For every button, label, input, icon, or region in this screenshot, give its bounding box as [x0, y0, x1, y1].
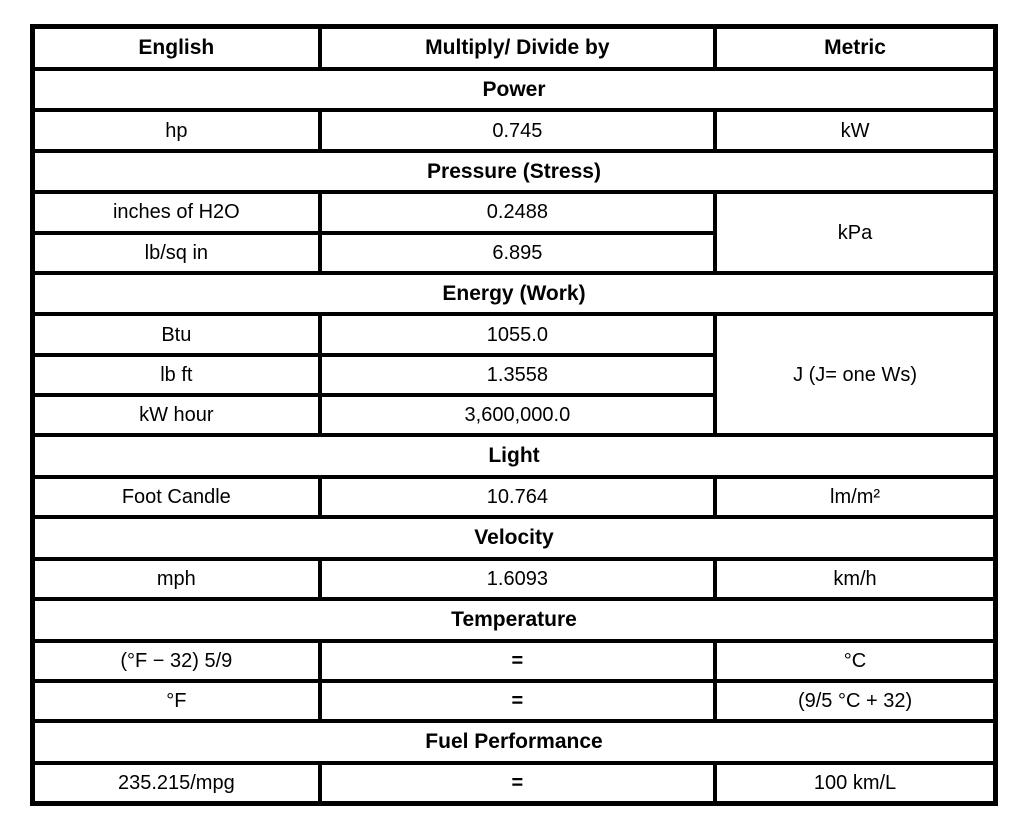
cell-english: lb ft — [33, 355, 320, 395]
table-row — [33, 477, 995, 517]
cell-metric-merged: J (J= one Ws) — [715, 314, 995, 435]
section-title-velocity: Velocity — [33, 517, 995, 559]
cell-english: (°F − 32) 5/9 — [33, 641, 320, 681]
cell-english: inches of H2O — [33, 192, 320, 232]
cell-factor: 0.745 — [320, 110, 715, 150]
column-header-factor: Multiply/ Divide by — [320, 27, 715, 69]
section-header-row — [33, 721, 995, 763]
section-title-power: Power — [33, 69, 995, 111]
cell-english: mph — [33, 559, 320, 599]
table-row — [33, 641, 995, 681]
cell-english: °F — [33, 681, 320, 721]
section-header-row — [33, 599, 995, 641]
cell-english: Foot Candle — [33, 477, 320, 517]
cell-english: kW hour — [33, 395, 320, 435]
cell-metric: °C — [715, 641, 995, 681]
table-row — [33, 681, 995, 721]
cell-metric: (9/5 °C + 32) — [715, 681, 995, 721]
section-title-energy: Energy (Work) — [33, 273, 995, 315]
section-header-row — [33, 69, 995, 111]
cell-metric: km/h — [715, 559, 995, 599]
cell-english: hp — [33, 110, 320, 150]
cell-factor: 10.764 — [320, 477, 715, 517]
column-header-english: English — [33, 27, 320, 69]
table-row — [33, 192, 995, 232]
section-title-pressure: Pressure (Stress) — [33, 151, 995, 193]
conversion-table — [30, 24, 998, 806]
column-header-metric: Metric — [715, 27, 995, 69]
table-row — [33, 763, 995, 803]
cell-factor: 0.2488 — [320, 192, 715, 232]
table-row — [33, 314, 995, 354]
cell-factor: = — [320, 763, 715, 803]
cell-english: 235.215/mpg — [33, 763, 320, 803]
table-header-row — [33, 27, 995, 69]
cell-metric: 100 km/L — [715, 763, 995, 803]
cell-english: Btu — [33, 314, 320, 354]
cell-metric: lm/m² — [715, 477, 995, 517]
cell-factor: 1.3558 — [320, 355, 715, 395]
section-header-row — [33, 435, 995, 477]
section-header-row — [33, 151, 995, 193]
cell-factor: = — [320, 641, 715, 681]
cell-factor: 3,600,000.0 — [320, 395, 715, 435]
section-title-light: Light — [33, 435, 995, 477]
section-header-row — [33, 273, 995, 315]
section-title-temperature: Temperature — [33, 599, 995, 641]
table-row — [33, 559, 995, 599]
cell-factor: 1.6093 — [320, 559, 715, 599]
section-header-row — [33, 517, 995, 559]
cell-factor: 6.895 — [320, 233, 715, 273]
cell-factor: 1055.0 — [320, 314, 715, 354]
cell-english: lb/sq in — [33, 233, 320, 273]
cell-metric-merged: kPa — [715, 192, 995, 272]
cell-metric: kW — [715, 110, 995, 150]
table-row — [33, 110, 995, 150]
cell-factor: = — [320, 681, 715, 721]
section-title-fuel-performance: Fuel Performance — [33, 721, 995, 763]
